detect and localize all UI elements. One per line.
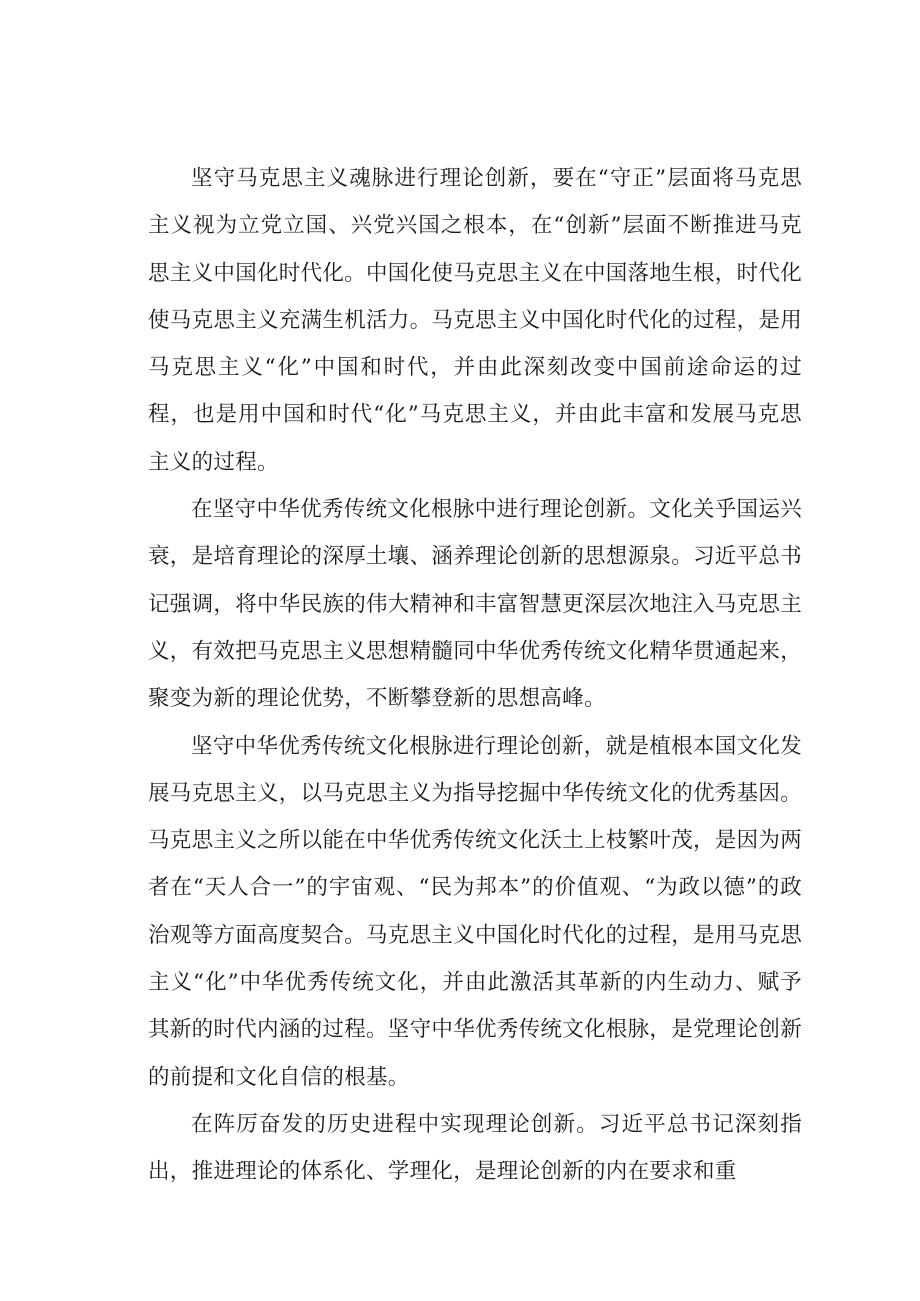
- paragraph-3: 坚守中华优秀传统文化根脉进行理论创新，就是植根本国文化发展马克思主义，以马克思主义为指导挖掘中华传统文化的优秀基因。马克思主义之所以能在中华优秀传统文化沃土上枝繁叶茂，是因为两者在“天人合一”的宇宙观、“民为邦本”的价值观、“为政以德”的政治观等方面高度契合。马克思主义中国化时代化的过程，是用马克思主义“化”中华优秀传统文化，并由此激活其革新的内生动力、赋予其新的时代内涵的过程。坚守中华优秀传统文化根脉，是党理论创新的前提和文化自信的根基。: [148, 733, 803, 1090]
- paragraph-1: 坚守马克思主义魂脉进行理论创新，要在“守正”层面将马克思主义视为立党立国、兴党兴国之根本，在“创新”层面不断推进马克思主义中国化时代化。中国化使马克思主义在中国落地生根，时代化使马克思主义充满生机活力。马克思主义中国化时代化的过程，是用马克思主义“化”中国和时代，并由此深刻改变中国前途命运的过程，也是用中国和时代“化”马克思主义，并由此丰富和发展马克思主义的过程。: [148, 166, 803, 475]
- paragraph-2: 在坚守中华优秀传统文化根脉中进行理论创新。文化关乎国运兴衰，是培育理论的深厚土壤、涵养理论创新的思想源泉。习近平总书记强调，将中华民族的伟大精神和丰富智慧更深层次地注入马克思主义，有效把马克思主义思想精髓同中华优秀传统文化精华贯通起来，聚变为新的理论优势，不断攀登新的思想高峰。: [148, 497, 803, 712]
- paragraph-4: 在阵厉奋发的历史进程中实现理论创新。习近平总书记深刻指出，推进理论的体系化、学理化，是理论创新的内在要求和重: [148, 1111, 802, 1185]
- document-body: [148, 155, 802, 1196]
